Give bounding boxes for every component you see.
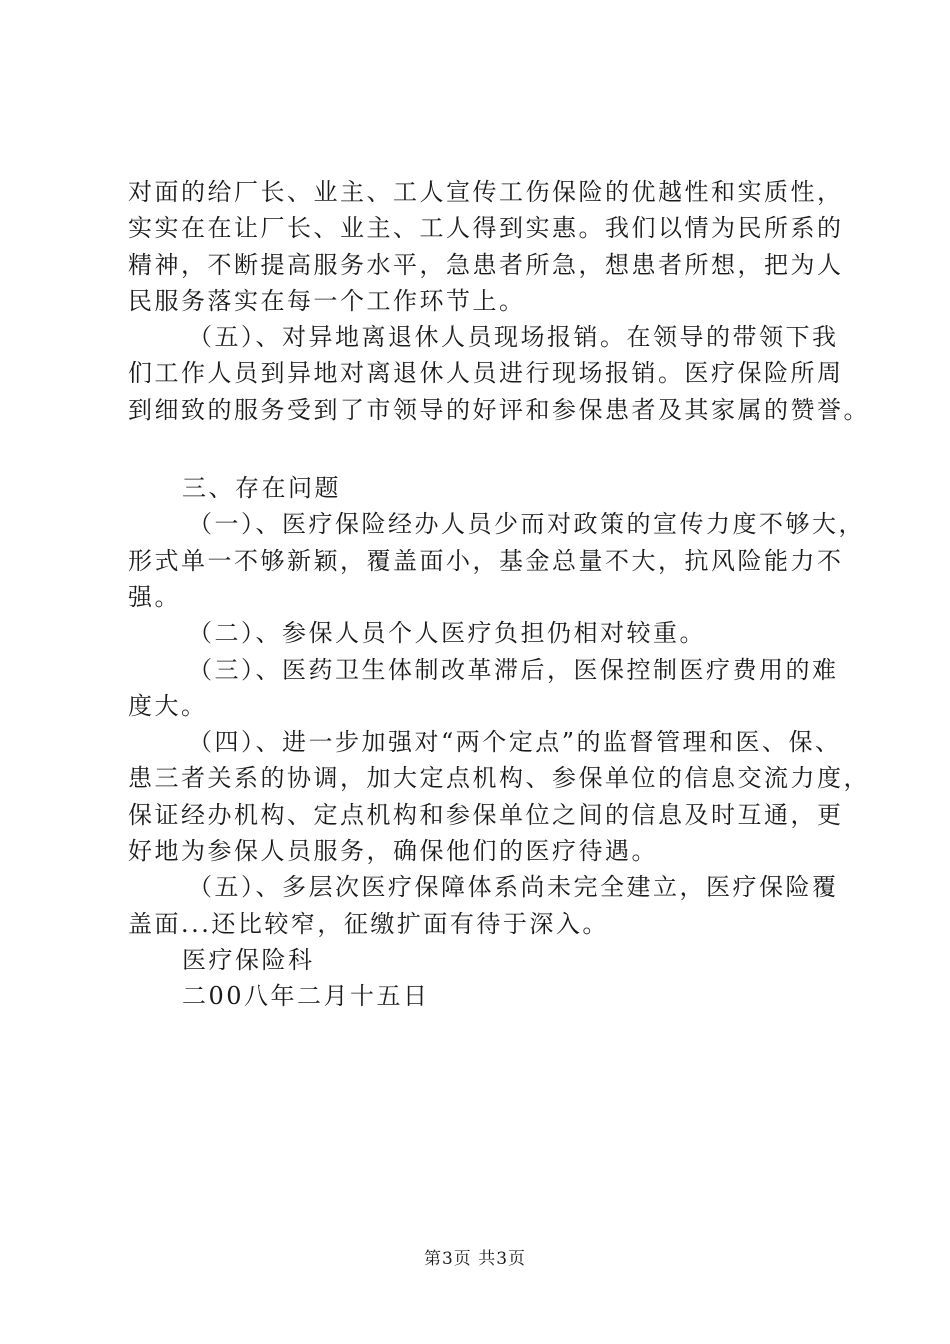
issue-3	[128, 652, 848, 725]
text-line: 到细致的服务受到了市领导的好评和参保患者及其家属的赞誉。	[128, 395, 870, 424]
text-line: 好地为参保人员服务，确保他们的医疗待遇。	[128, 837, 658, 866]
text-line: 精神，不断提高服务水平，急患者所急，想患者所想，把为人	[128, 250, 844, 279]
text-line: 民服务落实在每一个工作环节上。	[128, 286, 526, 315]
text-line: 患三者关系的协调，加大定点机构、参保单位的信息交流力度，	[128, 764, 870, 793]
text-line: （三）、医药卫生体制改革滞后，医保控制医疗费用的难	[188, 655, 839, 684]
text-line: 形式单一不够新颖，覆盖面小，基金总量不大，抗风险能力不	[128, 546, 844, 575]
text-line: 保证经办机构、定点机构和参保单位之间的信息及时互通，更	[128, 800, 844, 829]
paragraph-continued	[128, 174, 848, 319]
signature-date: 二00八年二月十五日	[182, 982, 430, 1011]
text-line: 强。	[128, 582, 181, 611]
text-line: （五）、对异地离退休人员现场报销。在领导的带领下我	[188, 323, 839, 352]
issue-4	[128, 724, 870, 869]
paragraph-5	[128, 319, 870, 428]
section-heading: 三、存在问题	[182, 474, 341, 503]
issue-1	[128, 506, 865, 615]
text-line: （四）、进一步加强对“两个定点”的监督管理和医、保、	[188, 728, 842, 757]
text-line: （一）、医疗保险经办人员少而对政策的宣传力度不够大，	[188, 510, 865, 539]
text-line: （五）、多层次医疗保障体系尚未完全建立，医疗保险覆	[188, 873, 839, 902]
paragraph-spacer	[128, 428, 848, 470]
text-line: 们工作人员到异地对离退休人员进行现场报销。医疗保险所周	[128, 359, 844, 388]
text-line: 度大。	[128, 691, 208, 720]
text-line: （二）、参保人员个人医疗负担仍相对较重。	[188, 619, 706, 648]
document-body	[128, 174, 870, 1015]
text-line: 对面的给厂长、业主、工人宣传工伤保险的优越性和实质性，	[128, 178, 844, 206]
issue-2	[128, 615, 848, 651]
text-line: 盖面...还比较窄，征缴扩面有待于深入。	[128, 909, 609, 938]
page-number-footer: 第3页 共3页	[423, 1249, 527, 1269]
signature-department: 医疗保险科	[182, 945, 315, 974]
issue-5	[128, 869, 848, 942]
text-line: 实实在在让厂长、业主、工人得到实惠。我们以情为民所系的	[128, 214, 844, 243]
